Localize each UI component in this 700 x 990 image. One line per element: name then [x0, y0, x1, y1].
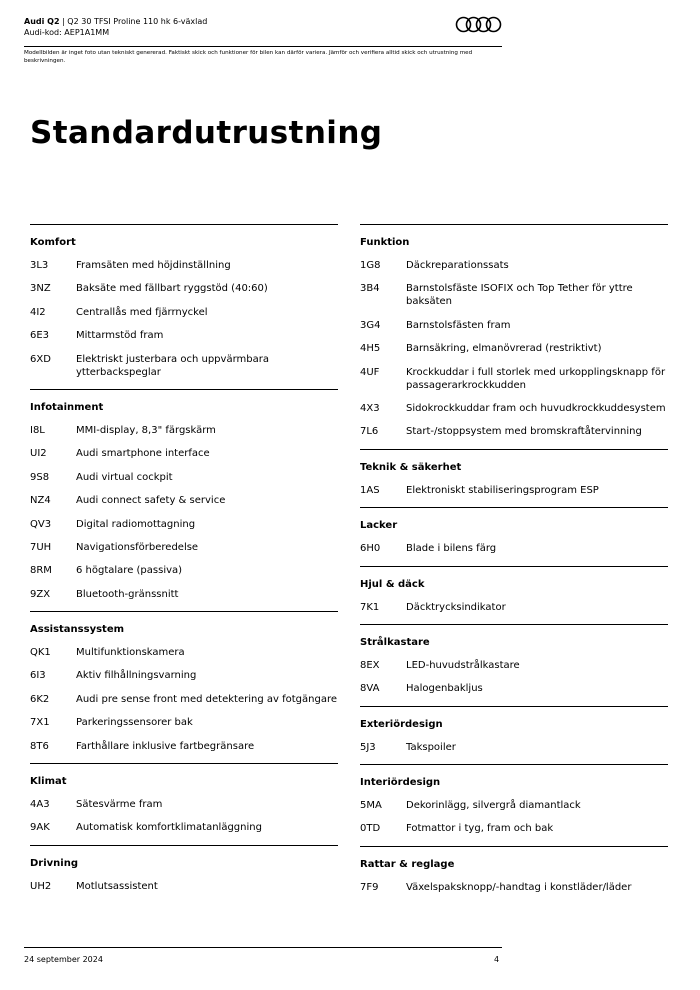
equipment-description: Bluetooth-gränssnitt	[76, 588, 179, 600]
equipment-row	[30, 798, 338, 811]
footer-date: 24 september 2024	[24, 955, 103, 964]
equipment-section	[360, 507, 668, 555]
equipment-row	[360, 402, 668, 415]
audi-code: Audi-kod: AEP1A1MM	[24, 28, 110, 37]
equipment-row	[30, 447, 338, 460]
equipment-section	[30, 763, 338, 834]
equipment-row	[30, 282, 338, 295]
equipment-code: 6E3	[30, 330, 50, 342]
equipment-row	[360, 822, 668, 835]
equipment-description: Framsäten med höjdinställning	[76, 260, 231, 271]
equipment-description: Krockkuddar i full storlek med urkopplingsknapp för passagerarkrockkudden	[406, 366, 666, 391]
equipment-description: Elektroniskt stabiliseringsprogram ESP	[406, 484, 599, 496]
equipment-description: Multifunktionskamera	[76, 647, 185, 659]
equipment-row	[30, 353, 338, 379]
equipment-description: Start-/stoppsystem med bromskraftåtervinning	[406, 426, 642, 438]
equipment-code: 1AS	[360, 484, 380, 496]
audi-rings-logo	[455, 16, 502, 33]
equipment-row	[360, 601, 668, 614]
equipment-description: LED-huvudstrålkastare	[406, 659, 520, 671]
equipment-description: Audi smartphone interface	[76, 448, 210, 460]
equipment-code: 6I3	[30, 670, 46, 682]
equipment-code: 8T6	[30, 740, 49, 752]
equipment-row	[360, 282, 668, 308]
equipment-code: 7UH	[30, 541, 52, 553]
equipment-section	[360, 566, 668, 614]
equipment-section	[30, 845, 338, 893]
equipment-row	[360, 484, 668, 497]
equipment-description: Navigationsförberedelse	[76, 541, 199, 553]
equipment-section	[360, 846, 668, 894]
equipment-code: 3L3	[30, 260, 49, 271]
equipment-description: Däcktrycksindikator	[406, 601, 506, 613]
equipment-code: 9S8	[30, 471, 50, 483]
equipment-row	[30, 424, 338, 437]
equipment-code: 7K1	[360, 601, 380, 613]
page-title: Standardutrustning	[30, 115, 383, 151]
equipment-description: Blade i bilens färg	[406, 543, 497, 555]
equipment-row	[360, 542, 668, 555]
equipment-code: NZ4	[30, 495, 51, 507]
equipment-row	[30, 821, 338, 834]
equipment-code: 1G8	[360, 260, 381, 271]
equipment-code: QV3	[30, 518, 52, 530]
document-header	[24, 16, 502, 38]
equipment-code: 4I2	[30, 306, 46, 318]
equipment-description: MMI-display, 8,3" färgskärm	[76, 424, 216, 436]
equipment-section	[360, 764, 668, 835]
equipment-row	[360, 259, 668, 272]
equipment-description: Audi connect safety & service	[76, 495, 226, 507]
equipment-code: 7F9	[360, 881, 379, 893]
equipment-code: 7X1	[30, 717, 50, 729]
equipment-description: Barnsäkring, elmanövrerad (restriktivt)	[406, 343, 602, 355]
right-column	[360, 224, 668, 904]
equipment-description: Däckreparationssats	[406, 260, 509, 271]
equipment-section	[360, 224, 668, 438]
equipment-row	[360, 682, 668, 695]
equipment-row	[30, 564, 338, 577]
equipment-code: 8EX	[360, 659, 380, 671]
equipment-row	[360, 659, 668, 672]
equipment-description: Elektriskt justerbara och uppvärmbara ytterbackspeglar	[76, 353, 269, 378]
equipment-description: Sätesvärme fram	[76, 799, 163, 811]
equipment-description: Centrallås med fjärrnyckel	[76, 306, 208, 318]
model-separator: |	[59, 17, 68, 26]
equipment-section	[30, 224, 338, 379]
section-title: Funktion	[360, 237, 410, 248]
footer-divider	[24, 947, 502, 948]
equipment-section	[360, 449, 668, 497]
equipment-section	[30, 611, 338, 753]
equipment-code: 3NZ	[30, 283, 51, 295]
equipment-code: 6K2	[30, 693, 50, 705]
section-title: Lacker	[360, 520, 398, 532]
equipment-row	[30, 471, 338, 484]
equipment-row	[360, 342, 668, 355]
equipment-code: QK1	[30, 647, 51, 659]
equipment-row	[360, 425, 668, 438]
equipment-code: 4X3	[360, 402, 380, 414]
equipment-code: 6XD	[30, 353, 51, 365]
equipment-code: 5MA	[360, 800, 382, 812]
model-line	[24, 16, 502, 27]
equipment-row	[360, 366, 668, 392]
page-number: 4	[494, 955, 500, 964]
equipment-code: UI2	[30, 448, 47, 460]
equipment-code: 9AK	[30, 822, 50, 834]
equipment-row	[30, 329, 338, 342]
equipment-code: 0TD	[360, 823, 381, 835]
equipment-row	[360, 799, 668, 812]
equipment-description: 6 högtalare (passiva)	[76, 565, 183, 577]
equipment-description: Barnstolsfäste ISOFIX och Top Tether för yttre baksäten	[406, 283, 633, 308]
equipment-description: Växelspaksknopp/-handtag i konstläder/läder	[406, 881, 632, 893]
equipment-description: Parkeringssensorer bak	[76, 717, 193, 729]
equipment-row	[30, 306, 338, 319]
equipment-code: 8VA	[360, 683, 380, 695]
equipment-row	[30, 494, 338, 507]
equipment-code: 9ZX	[30, 588, 51, 600]
equipment-code: 7L6	[360, 426, 379, 438]
equipment-description: Fotmattor i tyg, fram och bak	[406, 823, 554, 835]
equipment-row	[360, 881, 668, 894]
section-title: Strålkastare	[360, 636, 430, 648]
left-column	[30, 224, 338, 903]
equipment-row	[30, 259, 338, 272]
equipment-row	[30, 518, 338, 531]
equipment-row	[30, 588, 338, 601]
equipment-code: 4UF	[360, 366, 380, 378]
equipment-row	[360, 741, 668, 754]
equipment-description: Halogenbakljus	[406, 683, 483, 695]
equipment-section	[30, 389, 338, 601]
equipment-section	[360, 706, 668, 754]
section-title: Komfort	[30, 237, 76, 248]
section-title: Infotainment	[30, 401, 104, 413]
model-name: Audi Q2	[24, 17, 60, 26]
equipment-description: Audi virtual cockpit	[76, 471, 173, 483]
equipment-row	[360, 319, 668, 332]
equipment-description: Barnstolsfästen fram	[406, 319, 511, 331]
equipment-code: I8L	[30, 424, 45, 436]
equipment-row	[30, 693, 338, 706]
section-title: Rattar & reglage	[360, 858, 455, 870]
equipment-description: Mittarmstöd fram	[76, 330, 164, 342]
section-title: Drivning	[30, 857, 79, 869]
section-title: Teknik & säkerhet	[360, 461, 462, 473]
equipment-description: Aktiv filhållningsvarning	[76, 670, 197, 682]
equipment-code: 8RM	[30, 565, 52, 577]
equipment-description: Takspoiler	[406, 741, 456, 753]
equipment-description: Farthållare inklusive fartbegränsare	[76, 740, 255, 752]
section-title: Assistanssystem	[30, 624, 125, 636]
equipment-code: 4H5	[360, 343, 381, 355]
equipment-description: Digital radiomottagning	[76, 518, 196, 530]
equipment-code: 3G4	[360, 319, 381, 331]
equipment-row	[30, 740, 338, 753]
equipment-description: Automatisk komfortklimatanläggning	[76, 822, 262, 834]
equipment-code: 4A3	[30, 799, 50, 811]
header-divider	[24, 46, 502, 47]
model-variant: Q2 30 TFSI Proline 110 hk 6-växlad	[67, 17, 208, 26]
equipment-description: Sidokrockkuddar fram och huvudkrockkuddesystem	[406, 402, 666, 414]
equipment-code: 6H0	[360, 543, 381, 555]
section-title: Klimat	[30, 776, 67, 788]
equipment-section	[360, 624, 668, 695]
equipment-code: 5J3	[360, 741, 376, 753]
equipment-description: Baksäte med fällbart ryggstöd (40:60)	[76, 283, 268, 295]
equipment-row	[30, 541, 338, 554]
equipment-description: Dekorinlägg, silvergrå diamantlack	[406, 800, 581, 812]
disclaimer: Modellbilden är inget foto utan tekniskt genererad. Faktiskt skick och funktioner för bilen kan därför variera. Jämför och verifiera alltid skick och utrustning med beskrivningen.	[24, 50, 473, 64]
section-title: Interiördesign	[360, 777, 441, 789]
equipment-row	[30, 646, 338, 659]
equipment-description: Audi pre sense front med detektering av fotgängare	[76, 693, 337, 705]
equipment-row	[30, 880, 338, 893]
equipment-code: UH2	[30, 880, 52, 892]
section-title: Exteriördesign	[360, 718, 443, 730]
section-title: Hjul & däck	[360, 578, 425, 590]
equipment-code: 3B4	[360, 283, 380, 295]
equipment-description: Motlutsassistent	[76, 880, 158, 892]
equipment-row	[30, 669, 338, 682]
equipment-row	[30, 716, 338, 729]
